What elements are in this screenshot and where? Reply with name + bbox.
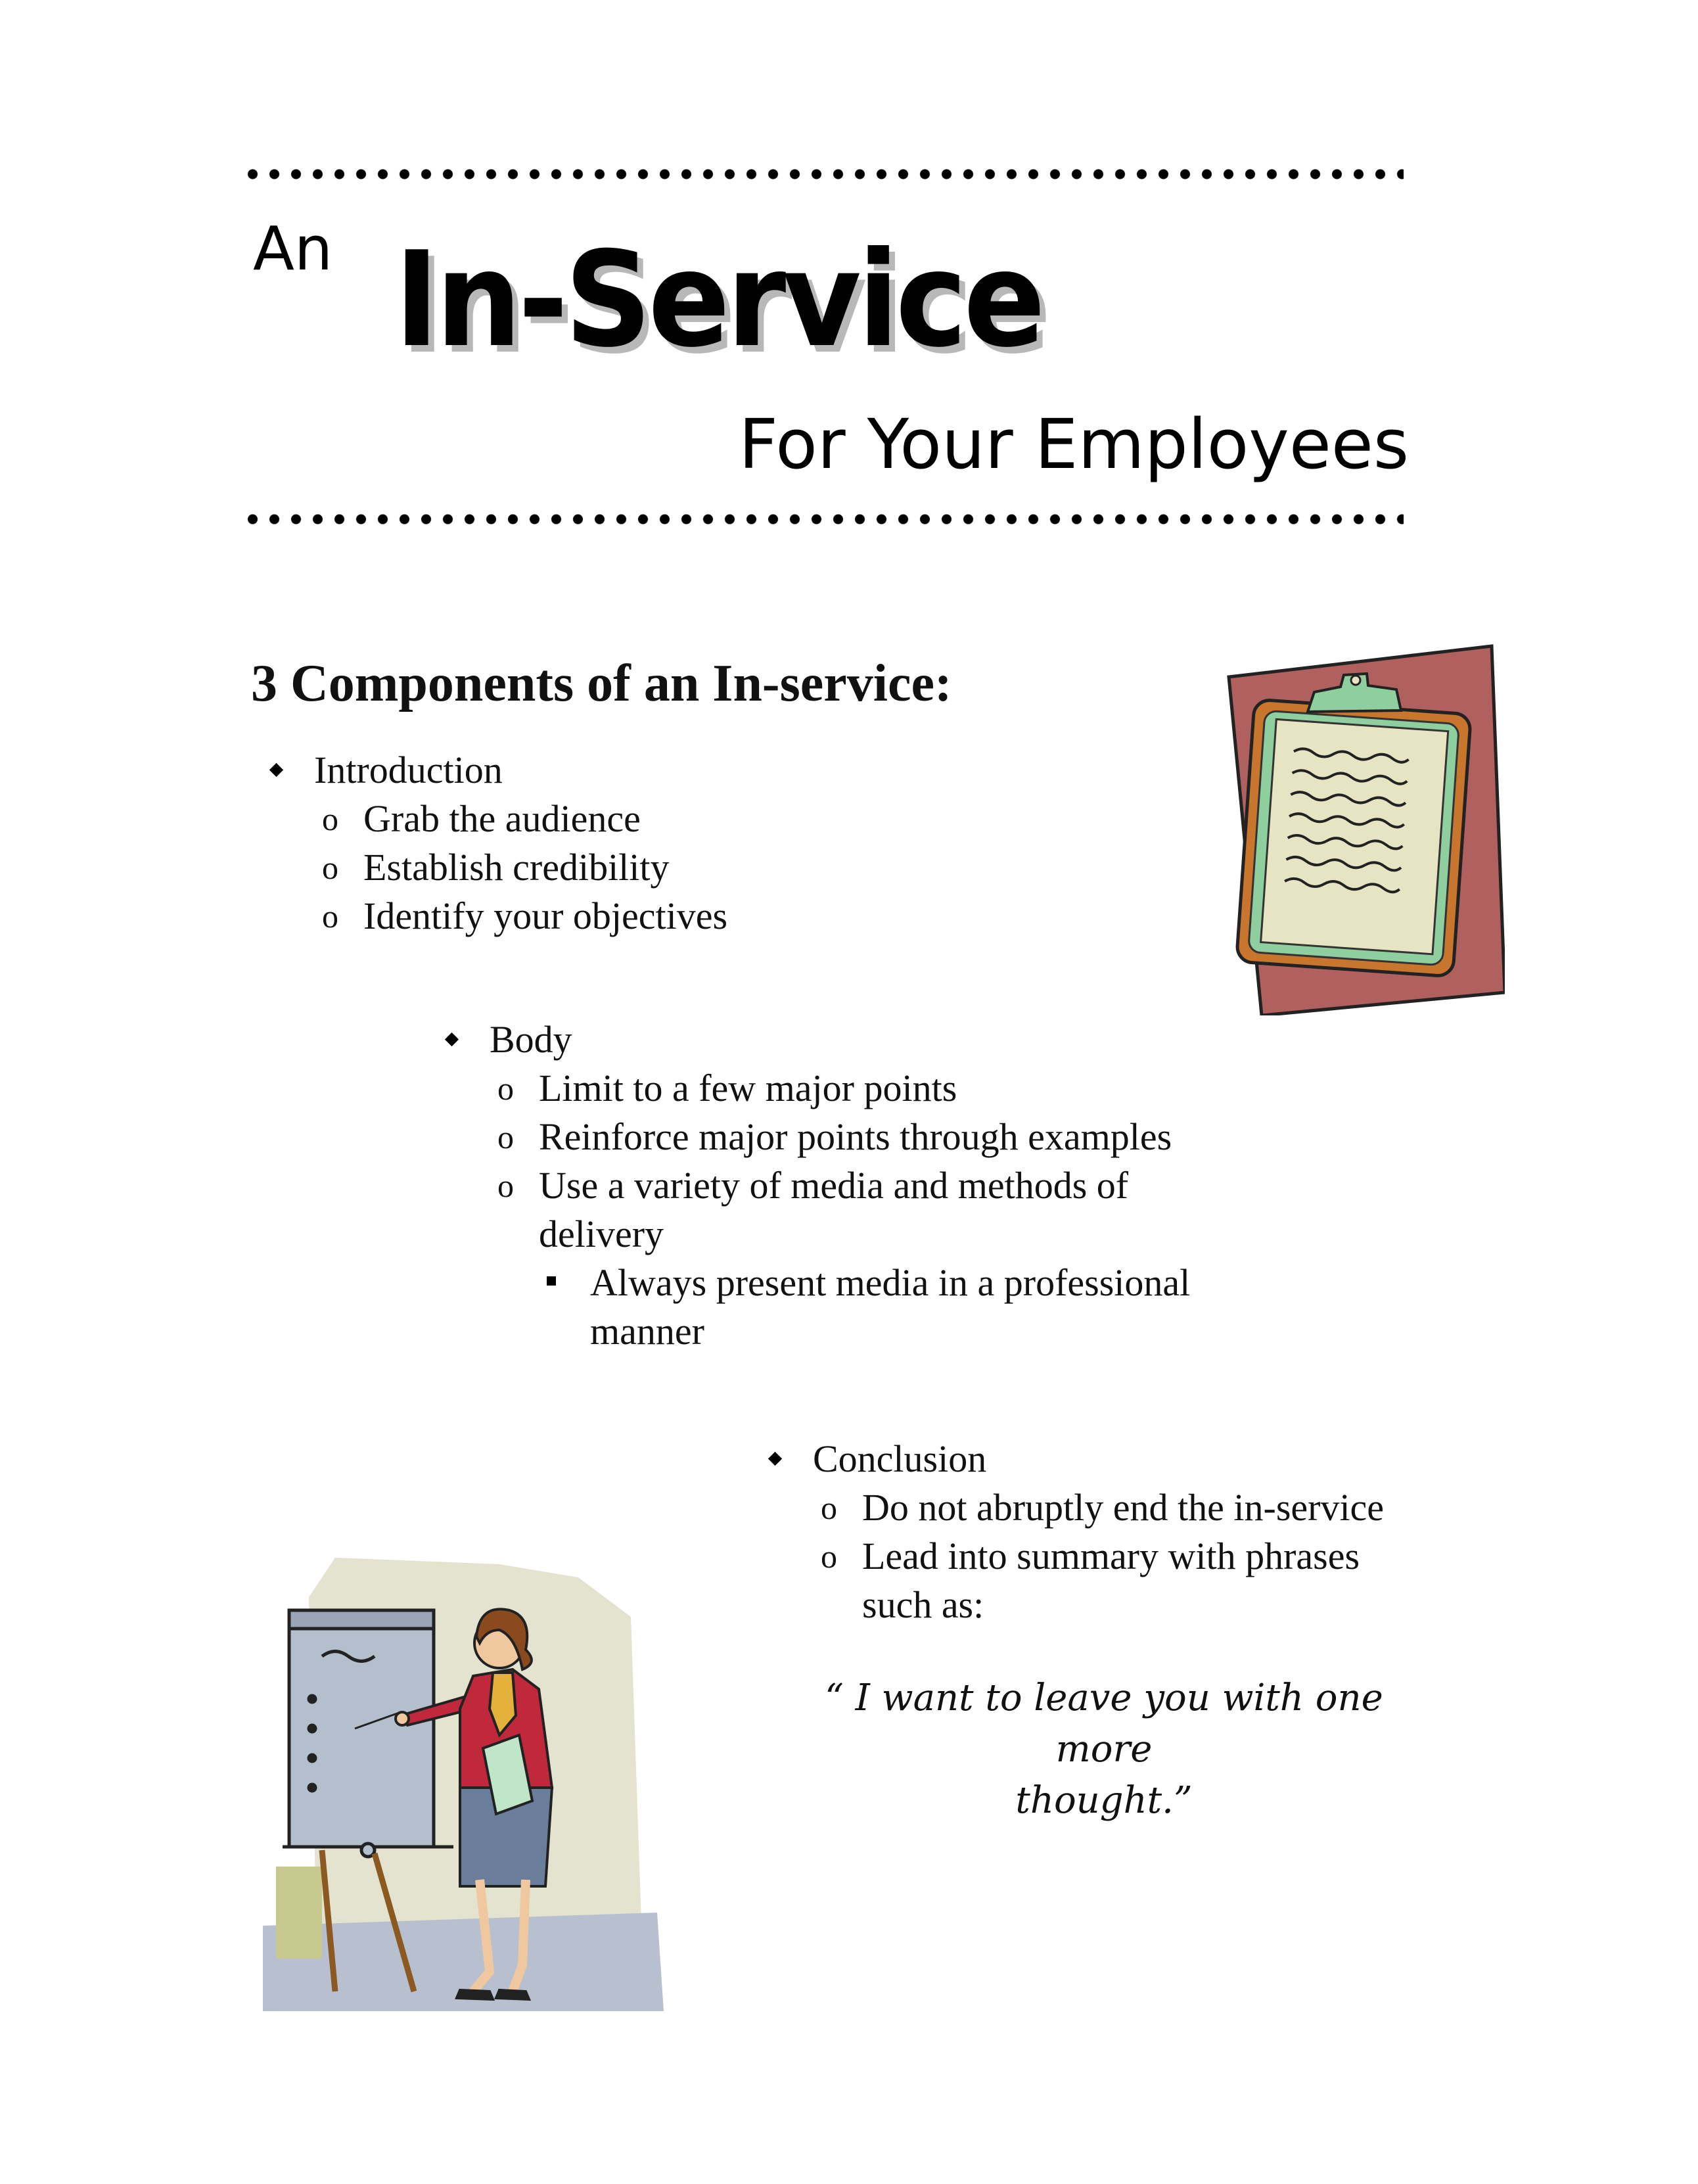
circle-bullet: o bbox=[497, 1119, 514, 1155]
header-subtitle: For Your Employees bbox=[739, 404, 1409, 484]
quote-line-1: “ I want to leave you with one more bbox=[825, 1677, 1383, 1771]
circle-bullet: o bbox=[497, 1070, 514, 1107]
list-item: o Identify your objectives bbox=[314, 892, 678, 941]
body-label: Body bbox=[490, 1018, 572, 1061]
circle-bullet: o bbox=[322, 849, 338, 886]
list-item: o Do not abruptly end the in-service bbox=[813, 1483, 1335, 1532]
diamond-bullet bbox=[269, 763, 283, 777]
body-item bbox=[447, 1015, 1080, 1064]
clipboard-illustration bbox=[1216, 641, 1505, 1015]
conclusion-section bbox=[770, 1435, 1385, 1629]
list-item-continuation: such as: bbox=[862, 1583, 984, 1626]
conclusion-item bbox=[770, 1435, 1292, 1483]
conclusion-label: Conclusion bbox=[813, 1437, 987, 1480]
sub-list-item-continuation: manner bbox=[590, 1310, 704, 1353]
header-prefix: An bbox=[253, 214, 333, 284]
circle-bullet: o bbox=[322, 801, 338, 837]
sub-list-item: Always present media in a professional bbox=[539, 1259, 1172, 1307]
diamond-bullet bbox=[768, 1452, 782, 1466]
list-item-continuation: delivery bbox=[539, 1213, 664, 1255]
introduction-item bbox=[271, 746, 635, 795]
square-bullet bbox=[547, 1276, 556, 1286]
list-item: o Reinforce major points through examples bbox=[490, 1113, 1122, 1161]
list-item: o Use a variety of media and methods of bbox=[490, 1161, 1122, 1210]
presenter-illustration bbox=[263, 1538, 670, 2011]
closing-quote bbox=[775, 1673, 1433, 1826]
list-item: o Limit to a few major points bbox=[490, 1064, 1122, 1113]
section-title: 3 Components of an In-service: bbox=[251, 655, 952, 712]
wall-shade bbox=[276, 1867, 322, 1959]
circle-bullet: o bbox=[322, 898, 338, 935]
list-item: o Lead into summary with phrases bbox=[813, 1532, 1335, 1581]
body-section bbox=[447, 1015, 1191, 1356]
bottom-dotted-rule bbox=[242, 513, 1404, 526]
circle-bullet: o bbox=[821, 1489, 837, 1526]
header-title: In-Service bbox=[394, 223, 1042, 377]
introduction-section bbox=[271, 746, 728, 941]
list-item: o Grab the audience bbox=[314, 795, 678, 843]
top-dotted-rule bbox=[242, 168, 1404, 181]
circle-bullet: o bbox=[497, 1167, 514, 1204]
circle-bullet: o bbox=[821, 1538, 837, 1575]
introduction-label: Introduction bbox=[314, 749, 503, 791]
diamond-bullet bbox=[445, 1033, 459, 1046]
quote-line-2: thought.” bbox=[1015, 1779, 1193, 1822]
list-item: o Establish credibility bbox=[314, 843, 678, 892]
